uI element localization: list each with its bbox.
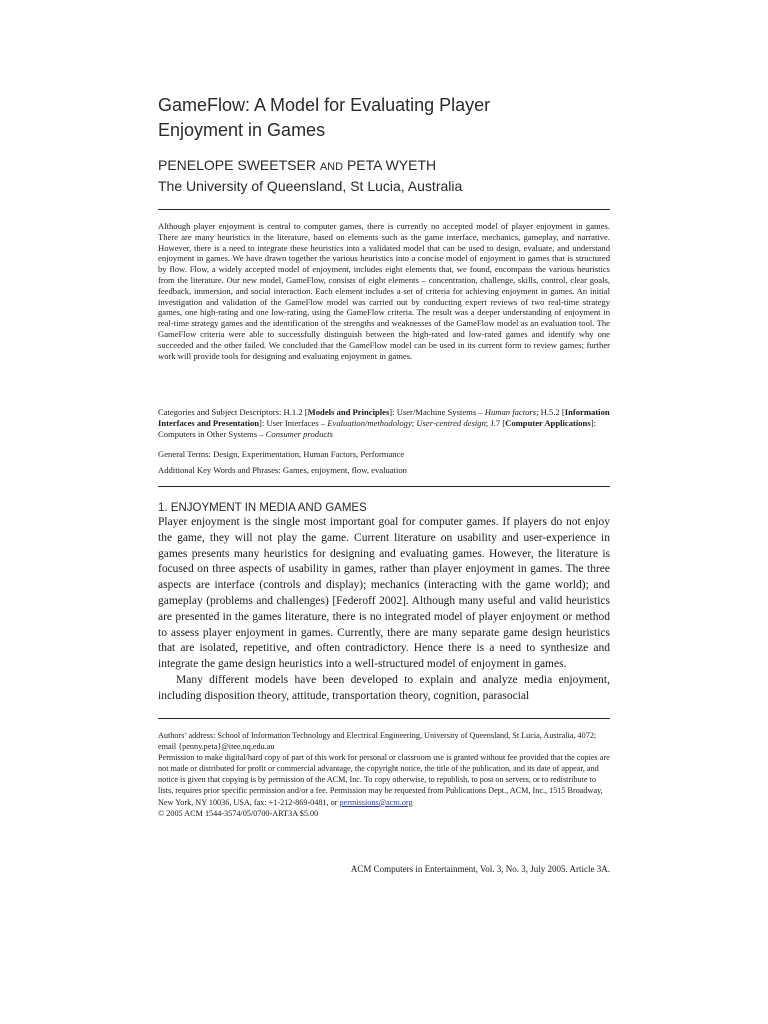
author-names [158, 156, 610, 177]
body-paragraph-2: Many different models have been developed to explain and analyze media enjoyment, including disposition theory, attitude, transportation theory, cognition, parasocial [158, 673, 610, 702]
authors-address: Authors’ address: School of Information Technology and Electrical Engineering, University of Queensland, St Lucia, Australia, 4072; email {penny.peta}@itee.uq.edu.au [158, 731, 597, 752]
header-rule [158, 209, 610, 210]
footnote-block [158, 730, 610, 819]
section-body [158, 515, 610, 705]
author-block [158, 156, 610, 196]
journal-citation: ACM Computers in Entertainment, Vol. 3, No. 3, July 2005. Article 3A. [350, 864, 610, 874]
keywords: Additional Key Words and Phrases: Games, enjoyment, flow, evaluation [158, 465, 407, 475]
title-line-1: GameFlow: A Model for Evaluating Player [158, 95, 491, 115]
copyright-line: © 2005 ACM 1544-3574/05/0700-ART3A $5.00 [158, 808, 319, 818]
permission-notice: Permission to make digital/hard copy of part of this work for personal or classroom use is granted without fee provided that the copies are not made or distributed for profit or commercial advantage, the copyright notice, the title of the publication, and its date of appear, and notice is given that copying is by permission of the ACM, Inc. To copy otherwise, to republish, to post on servers, or to redistribute to lists, requires prior specific permission and/or a fee. Permission may be requested from Publications Dept., ACM, Inc., 1515 Broadway, New York, NY 10036, USA, fax: +1-212-869-0481, or permissions@acm.org [158, 753, 610, 807]
abstract-rule [158, 486, 610, 487]
general-terms: General Terms: Design, Experimentation, Human Factors, Performance [158, 449, 405, 459]
abstract: Although player enjoyment is central to computer games, there is currently no accepted model of player enjoyment in games. There are many heuristics in the literature, based on elements such as the game interface, mechanics, gameplay, and narrative. However, there is a need to integrate these heuristics into a validated model that can be used to design, evaluate, and understand enjoyment in games. We have drawn together the various heuristics into a concise model of enjoyment in games that is structured by flow. Flow, a widely accepted model of enjoyment, includes eight elements that, we found, encompass the various heuristics from the literature. Our new model, GameFlow, consists of eight elements – concentration, challenge, skills, control, clear goals, feedback, immersion, and social interaction. Each element includes a set of criteria for achieving enjoyment in games. An initial investigation and validation of the GameFlow model was carried out by conducting expert reviews of two real-time strategy games, one high-rating and one low-rating, using the GameFlow criteria. The result was a deeper understanding of enjoyment in real-time strategy games and the identification of the strengths and weaknesses of the GameFlow model as an evaluation tool. The GameFlow criteria were able to successfully distinguish between the high-rated and low-rated games and identify why one succeeded and the other failed. We concluded that the GameFlow model can be used in its current form to review games; further work will provide tools for designing and evaluating enjoyment in games. [158, 221, 610, 361]
categories-descriptors: Categories and Subject Descriptors: H.1.2 [Models and Principles]: User/Machine Systems – Human factors; H.5.2 [Information Interfaces and Presentation]: User Interfaces – Evaluation/methodology; User-centred design; J.7 [Computer Applications]: Computers in Other Systems – Consumer products [158, 407, 610, 439]
title-line-2: Enjoyment in Games [158, 120, 326, 140]
permissions-email-link[interactable]: permissions@acm.org [339, 797, 413, 807]
author-1: PENELOPE SWEETSER [158, 157, 316, 173]
body-paragraph-1: Player enjoyment is the single most important goal for computer games. If players do not enjoy the game, they will not play the game. Current literature on usability and user-experience in games presents many heuristics for designing and evaluating games. However, the literature is focused on three aspects of usability in games, rather than player enjoyment in games. The three aspects are interface (controls and display); mechanics (interacting with the game world); and gameplay (problems and challenges) [Federoff 2002]. Although many useful and valid heuristics are presented in the games literature, there is no integrated model of player enjoyment or method to assess player enjoyment in games. Currently, there are many separate game design heuristics that are isolated, repetitive, and often contradictory. Hence there is a need to synthesize and integrate the game design heuristics into a well-structured model of enjoyment in games. [158, 516, 610, 671]
section-heading: 1. ENJOYMENT IN MEDIA AND GAMES [158, 502, 367, 514]
footnote-rule [158, 718, 610, 719]
author-2: PETA WYETH [346, 157, 437, 173]
author-conjunction: AND [319, 161, 344, 173]
author-affiliation: The University of Queensland, St Lucia, Australia [158, 178, 463, 194]
paper-title [158, 93, 610, 143]
